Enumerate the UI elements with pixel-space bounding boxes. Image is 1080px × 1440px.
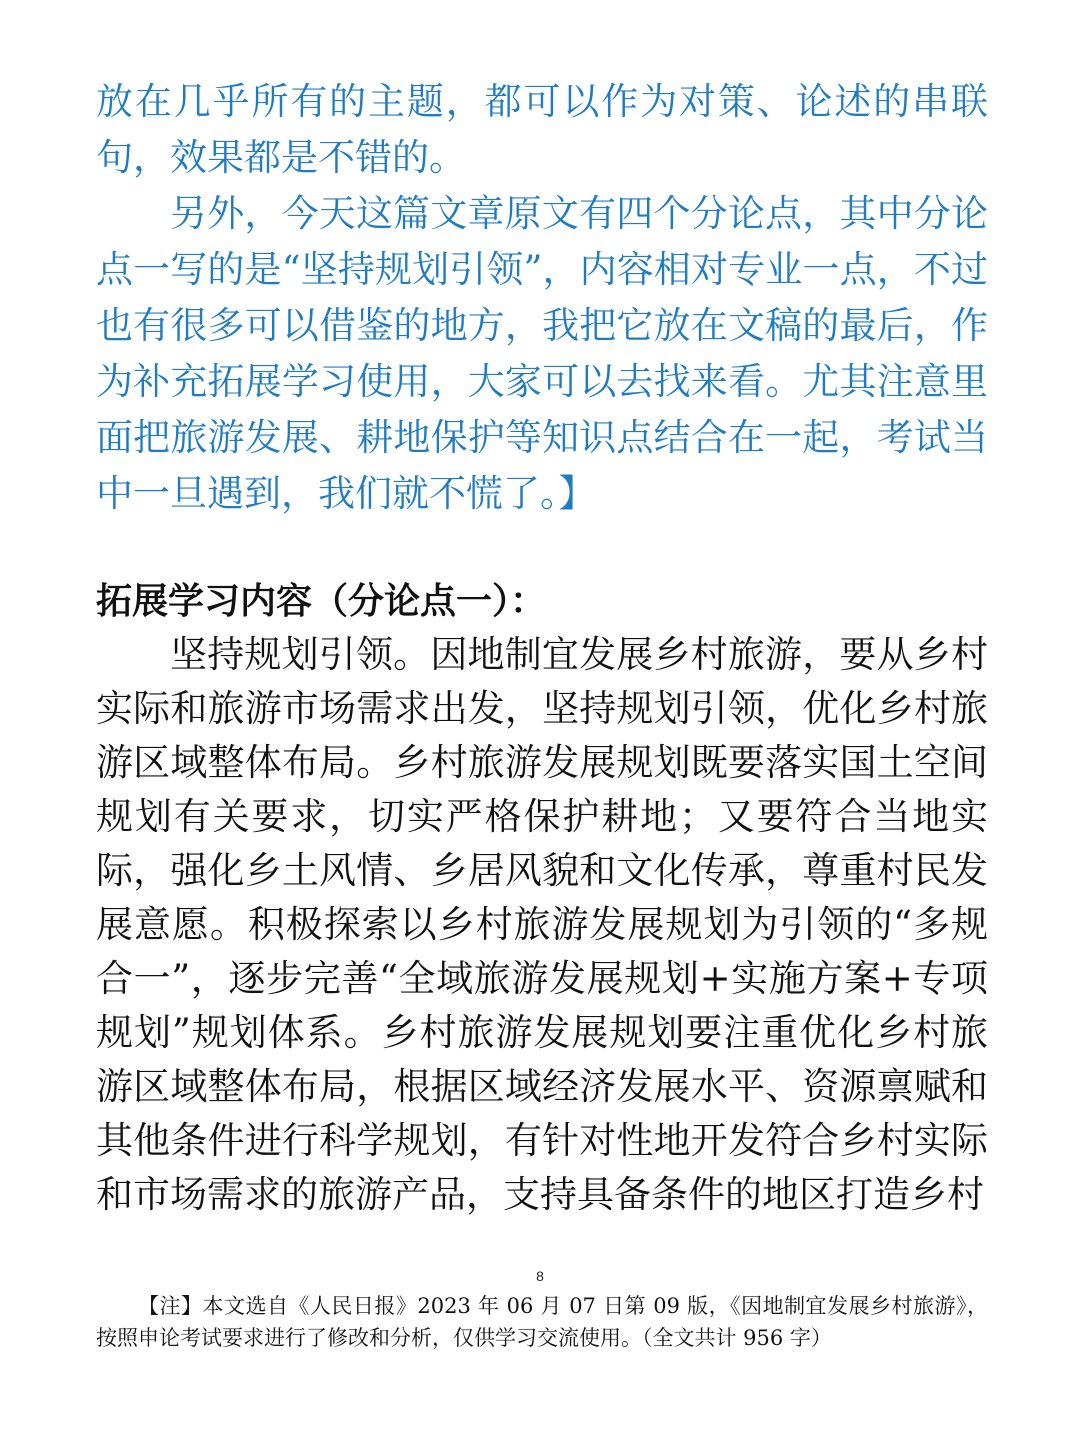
footnote: 【注】本文选自《人民日报》2023 年 06 月 07 日第 09 版，《因地制宜发展乡村旅游》，按照申论考试要求进行了修改和分析，仅供学习交流使用。（全文共计 956 字）: [96, 1294, 988, 1350]
intro-commentary: [96, 74, 988, 522]
intro-paragraph-2: 另外，今天这篇文章原文有四个分论点，其中分论点一写的是“坚持规划引领”，内容相对专业一点，不过也有很多可以借鉴的地方，我把它放在文稿的最后，作为补充拓展学习使用，大家可以去找来看。尤其注意里面把旅游发展、耕地保护等知识点结合在一起，考试当中一旦遇到，我们就不慌了。】: [96, 192, 988, 515]
section-body-paragraph: 坚持规划引领。因地制宜发展乡村旅游，要从乡村实际和旅游市场需求出发，坚持规划引领，优化乡村旅游区域整体布局。乡村旅游发展规划既要落实国土空间规划有关要求，切实严格保护耕地；又要符合当地实际，强化乡土风情、乡居风貌和文化传承，尊重村民发展意愿。积极探索以乡村旅游发展规划为引领的“多规合一”，逐步完善“全域旅游发展规划+实施方案+专项规划”规划体系。乡村旅游发展规划要注重优化乡村旅游区域整体布局，根据区域经济发展水平、资源禀赋和其他条件进行科学规划，有针对性地开发符合乡村实际和市场需求的旅游产品，支持具备条件的地区打造乡村: [96, 633, 988, 1216]
section-heading: 拓展学习内容（分论点一）：: [96, 581, 547, 622]
intro-paragraph-1: 放在几乎所有的主题，都可以作为对策、论述的串联句，效果都是不错的。: [96, 80, 988, 179]
page-number: 8: [536, 1268, 544, 1284]
